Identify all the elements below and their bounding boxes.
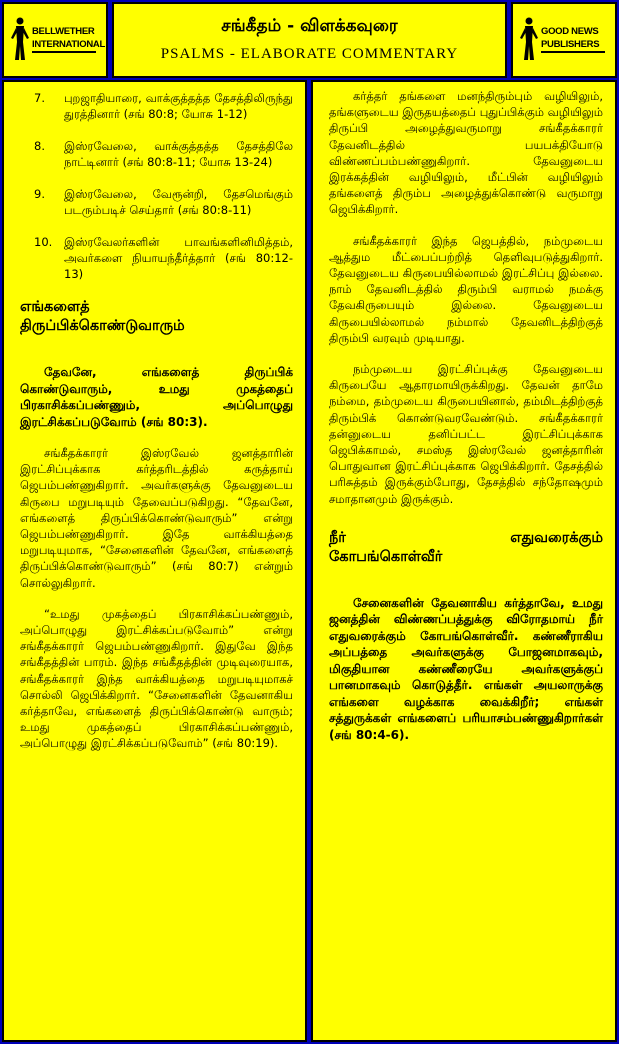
good-news-logo-box — [511, 2, 617, 78]
good-news-logo — [519, 14, 611, 68]
list-item — [20, 186, 293, 218]
list-number: 9. — [34, 187, 45, 201]
page-title-tamil: சங்கீதம் - விளக்கவுரை — [221, 16, 398, 36]
scripture-verse: தேவனே, எங்களைத் திருப்பிக் கொண்டுவாரும், உமது முகத்தைப் பிரகாசிக்கப்பண்ணும், அப்பொழுது இரட்சிக்கப்படுவோம் (சங் 80:3). — [20, 365, 293, 429]
heading-word-right: எதுவரைக்கும் — [510, 529, 603, 546]
section-heading — [329, 529, 603, 567]
bellwether-logo-box — [2, 2, 108, 78]
right-column — [311, 80, 617, 1042]
page-header — [2, 2, 617, 78]
scripture-verse: சேனைகளின் தேவனாகிய கர்த்தாவே, உமது ஜனத்தின் விண்ணப்பத்துக்கு விரோதமாய் நீர் எதுவரைக்கும் கோபங்கொள்வீர். கண்ணீராகிய அப்பத்தை அவர்களுக்கு போஜனமாகவும், மிகுதியான கண்ணீரையே அவர்களுக்குப் பானமாகவும் கொடுத்தீர். எங்கள் அயலாருக்கு எங்களை வழக்காக வைக்கிறீர்; எங்கள் சத்துருக்கள் எங்களைப் பரியாசம்பண்ணுகிறார்கள் (சங் 80:4-6). — [329, 595, 603, 742]
list-number: 8. — [34, 139, 45, 153]
commentary-paragraph: “உமது முகத்தைப் பிரகாசிக்கப்பண்ணும், அப்பொழுது இரட்சிக்கப்படுவோம்” என்று சங்கீதக்காரர் ஜெபம்பண்ணுகிறார். இதுவே இந்த சங்கீதத்தின் பாரம். இந்த சங்கீதத்தின் முடிவுரையாக, சங்கீதக்காரர் இந்த வாக்கியத்தை மறுபடியுமாகச் சொல்லி ஜெபிக்கிறார். “சேனைகளின் தேவனாகிய கர்த்தாவே, எங்களைத் திருப்பிக்கொண்டு வாரும்; உமது முகத்தைப் பிரகாசிக்கப்பண்ணும், அப்பொழுது இரட்சிக்கப்படுவோம்” (சங் 80:19). — [20, 606, 293, 751]
list-text: இஸ்ரவேலை, வாக்குத்தத்த தேசத்திலே நாட்டினார் (சங் 80:8-11; யோசு 13-24) — [64, 139, 293, 169]
heading-line2: திருப்பிக்கொண்டுவாரும் — [20, 318, 185, 334]
list-item — [20, 90, 293, 122]
page-title-english: PSALMS - ELABORATE COMMENTARY — [160, 46, 459, 62]
list-text: இஸ்ரவேலர்களின் பாவங்களினிமித்தம், அவர்களை நியாயந்தீர்த்தார் (சங் 80:12-13) — [64, 235, 293, 281]
figure-icon — [519, 16, 539, 62]
bellwether-logo — [10, 14, 105, 68]
list-text: இஸ்ரவேலை, வேரூன்றி, தேசமெங்கும் படரும்படிச் செய்தார் (சங் 80:8-11) — [64, 187, 293, 217]
logo-underline — [32, 51, 96, 53]
commentary-paragraph: சங்கீதக்காரர் இஸ்ரவேல் ஜனத்தாரின் இரட்சிப்புக்காக கர்த்தரிடத்தில் கருத்தாய் ஜெபம்பண்ணுகிறார். அவர்களுக்கு தேவனுடைய கிருபை மறுபடியும் தேவைப்படுகிறது. “தேவனே, எங்களைத் திருப்பிக்கொண்டுவாரும்” என்று ஜெபம்பண்ணுகிறார். இதே வாக்கியத்தை மறுபடியுமாக, “சேனைகளின் தேவனே, எங்களைத் திருப்பிக்கொண்டுவாரும்” (சங் 80:7) என்றும் சொல்லுகிறார். — [20, 446, 293, 590]
logo-underline — [541, 51, 605, 53]
list-number: 7. — [34, 91, 45, 105]
commentary-paragraph: நம்முடைய இரட்சிப்புக்கு தேவனுடைய கிருபையே ஆதாரமாயிருக்கிறது. தேவன் தாமே நம்மை, தம்முடைய கிருபையினால், தம்மிடத்திற்குத் திரும்பிக் கொண்டுவரவேண்டும். சங்கீதக்காரர் தன்னுடைய தனிப்பட்ட இரட்சிப்புக்காக ஜெபிக்காமல், சமஸ்த இஸ்ரவேல் ஜனத்தாரின் பொதுவான இரட்சிப்புக்காக ஜெபிக்கிறார். தேசத்தில் பரிசுத்தம் இருக்கும்போது, தேசத்தில் சந்தோஷமும் சமாதானமும் இருக்கும். — [329, 362, 603, 506]
logo-right-line1: GOOD NEWS — [541, 26, 599, 37]
left-column — [2, 80, 307, 1042]
list-number: 10. — [34, 235, 53, 249]
logo-left-line1: BELLWETHER — [32, 26, 95, 37]
title-box — [112, 2, 507, 78]
commentary-paragraph: கர்த்தர் தங்களை மனந்திரும்பும் வழியிலும், தங்களுடைய இருதயத்தைப் புதுப்பிக்கும் வழியிலும் திருப்பி அழைத்துவருமாறு சங்கீதக்காரர் தேவனிடத்தில் பயபக்தியோடு விண்ணப்பம்பண்ணுகிறார். தேவனுடைய இரக்கத்தின் வழியிலும், மீட்பின் வழியிலும் தங்களைத் திரும்ப அழைத்துக்கொண்டு வருமாறு ஜெபிக்கிறார். — [329, 89, 603, 217]
list-item — [20, 234, 293, 282]
logo-left-line2: INTERNATIONAL — [32, 39, 105, 50]
heading-word-left: நீர் — [329, 529, 346, 546]
figure-icon — [10, 16, 30, 62]
heading-line1: எங்களைத் — [20, 299, 90, 315]
logo-right-line2: PUBLISHERS — [541, 39, 600, 50]
section-heading — [20, 298, 293, 336]
commentary-paragraph: சங்கீதக்காரர் இந்த ஜெபத்தில், நம்முடைய ஆத்தும மீட்பைப்பற்றித் தெளிவுபடுத்துகிறார். தேவனுடைய கிருபையில்லாமல் இரட்சிப்பு இல்லை. நாம் தேவனிடத்தில் திரும்பி வராமல் நமக்கு தேவகிருபையும் இல்லை. தேவனுடைய கிருபையில்லாமல் நம்மால் தேவனிடத்திற்குத் திரும்பி வரவும் முடியாது. — [329, 233, 603, 345]
heading-line2: கோபங்கொள்வீர் — [329, 548, 443, 565]
list-text: புறஜாதியாரை, வாக்குத்தத்த தேசத்திலிருந்து துரத்தினார் (சங் 80:8; யோசு 1-12) — [64, 91, 293, 121]
list-item — [20, 138, 293, 170]
